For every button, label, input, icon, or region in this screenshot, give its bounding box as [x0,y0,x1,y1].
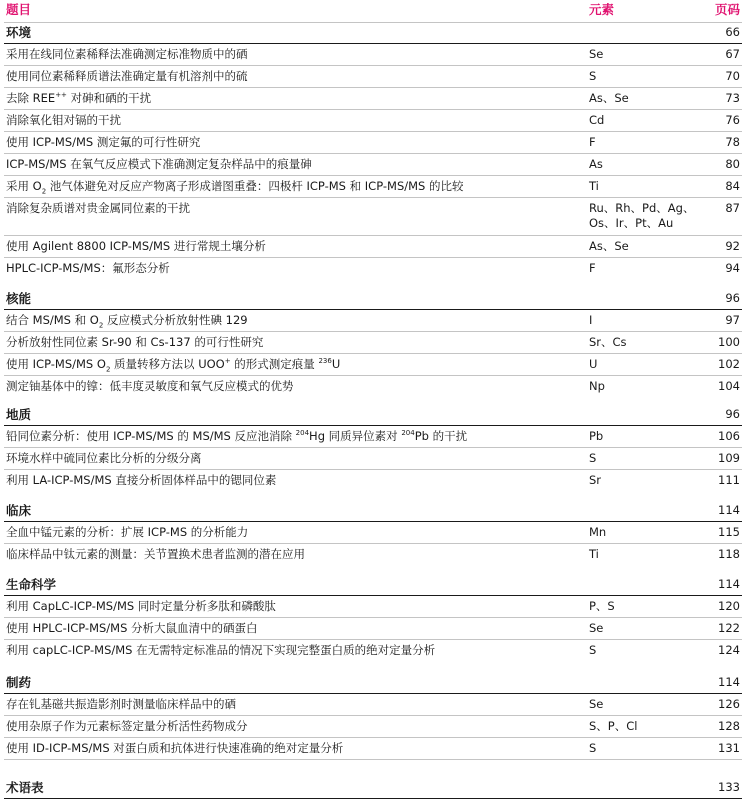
entry-element: F [589,135,596,149]
section-environment[interactable] [4,21,742,44]
section-life-science[interactable] [4,573,742,596]
entry-element: As [589,157,603,171]
title-subscript: 2 [98,321,104,330]
entry-element: I [589,313,593,327]
toc-entry[interactable] [4,43,742,66]
entry-element: S [589,741,597,755]
section-geology[interactable] [4,403,742,426]
entry-element: Sr、Cs [589,335,627,349]
entry-page: 126 [718,697,740,711]
title-subscript: 2 [41,187,47,196]
entry-element: S、P、Cl [589,719,638,733]
title-part: U [331,357,341,371]
entry-title: 测定铀基体中的镎：低丰度灵敏度和氧气反应模式的优势 [6,379,294,393]
entry-title: 利用 capLC-ICP-MS/MS 在无需特定标准品的情况下实现完整蛋白质的绝对定量分析 [6,643,436,657]
entry-page: 100 [718,335,740,349]
entry-element-line2: Os、Ir、Pt、Au [589,216,674,230]
entry-element: U [589,357,598,371]
entry-element: Se [589,697,604,711]
entry-page: 87 [725,201,740,215]
entry-element: Se [589,47,604,61]
entry-element: S [589,451,597,465]
section-page: 96 [725,291,740,305]
title-superscript: + [224,357,231,366]
entry-title: 使用 Agilent 8800 ICP-MS/MS 进行常规土壤分析 [6,239,266,253]
section-title: 生命科学 [6,577,57,592]
entry-element: Sr [589,473,602,487]
entry-page: 76 [725,113,740,127]
entry-title: 使用同位素稀释质谱法准确定量有机溶剂中的硫 [6,69,248,83]
toc-entry[interactable] [4,617,742,640]
title-superscript: 204 [295,429,310,438]
title-part: 对砷和硒的干扰 [66,91,152,105]
entry-title: 采用在线同位素稀释法准确测定标准物质中的硒 [6,47,248,61]
entry-element-line1: Ru、Rh、Pd、Ag、 [589,201,695,215]
entry-title: 使用 ID-ICP-MS/MS 对蛋白质和抗体进行快速准确的绝对定量分析 [6,741,344,755]
section-glossary[interactable] [4,776,742,799]
entry-page: 124 [718,643,740,657]
entry-element: Mn [589,525,607,539]
section-page: 133 [718,780,740,794]
entry-page: 80 [725,157,740,171]
entry-title: 分析放射性同位素 Sr-90 和 Cs-137 的可行性研究 [6,335,264,349]
toc-entry[interactable] [4,425,742,448]
entry-element: S [589,643,597,657]
section-pharma[interactable] [4,671,742,694]
toc-entry[interactable] [4,693,742,716]
entry-title [6,179,464,194]
entry-title: 使用 ICP-MS/MS 测定氟的可行性研究 [6,135,201,149]
section-title: 环境 [6,25,32,40]
entry-element: As、Se [589,239,629,253]
entry-page: 118 [718,547,740,561]
toc-entry[interactable] [4,257,742,279]
section-title: 术语表 [6,780,44,795]
entry-element: P、S [589,599,615,613]
entry-page: 115 [718,525,740,539]
entry-element: Ti [589,547,599,561]
entry-title: 利用 CapLC-ICP-MS/MS 同时定量分析多肽和磷酸肽 [6,599,276,613]
toc-entry[interactable] [4,331,742,354]
section-title: 制药 [6,675,32,690]
toc-entry[interactable] [4,175,742,198]
entry-title: HPLC-ICP-MS/MS：氟形态分析 [6,261,170,275]
entry-element: As、Se [589,91,629,105]
toc-entry[interactable] [4,521,742,544]
entry-title [6,91,151,106]
entry-title: 使用 HPLC-ICP-MS/MS 分析大鼠血清中的硒蛋白 [6,621,258,635]
title-superscript: ++ [55,91,67,100]
toc-entry[interactable] [4,197,742,236]
entry-page: 120 [718,599,740,613]
header-page: 页码 [714,2,740,17]
entry-page: 109 [718,451,740,465]
title-subscript: 2 [105,365,111,374]
entry-title [6,357,340,372]
toc-entry[interactable] [4,595,742,618]
section-title: 核能 [6,291,32,306]
section-page: 114 [718,577,740,591]
section-page: 114 [718,675,740,689]
entry-title: 利用 LA-ICP-MS/MS 直接分析固体样品中的锶同位素 [6,473,277,487]
entry-title: 临床样品中钛元素的测量：关节置换术患者监测的潜在应用 [6,547,305,561]
entry-page: 92 [725,239,740,253]
toc-entry[interactable] [4,65,742,88]
title-part: 去除 REE [6,91,56,105]
toc-entry[interactable] [4,469,742,491]
entry-element: Pb [589,429,604,443]
entry-page: 73 [725,91,740,105]
entry-element: Np [589,379,605,393]
entry-element: Ti [589,179,599,193]
toc-entry[interactable] [4,375,742,397]
entry-title: 环境水样中硫同位素比分析的分级分离 [6,451,202,465]
entry-page: 97 [725,313,740,327]
entry-title [6,429,467,444]
section-nuclear[interactable] [4,287,742,310]
entry-page: 94 [725,261,740,275]
title-part: 结合 MS/MS 和 O [6,313,99,327]
header-element: 元素 [589,2,615,17]
section-clinical[interactable] [4,499,742,522]
entry-page: 104 [718,379,740,393]
section-page: 96 [725,407,740,421]
entry-page: 131 [718,741,740,755]
entry-page: 128 [718,719,740,733]
entry-page: 67 [725,47,740,61]
entry-page: 106 [718,429,740,443]
toc-entry[interactable] [4,639,742,661]
entry-page: 70 [725,69,740,83]
toc-entry[interactable] [4,309,742,332]
toc-entry[interactable] [4,131,742,154]
toc-entry[interactable] [4,109,742,132]
entry-element: F [589,261,596,275]
toc-entry[interactable] [4,153,742,176]
entry-title: ICP-MS/MS 在氧气反应模式下准确测定复杂样品中的痕量砷 [6,157,312,171]
toc-entry[interactable] [4,447,742,470]
title-part: 池气体避免对反应产物离子形成谱图重叠：四极杆 ICP-MS 和 ICP-MS/MS 的比较 [46,179,464,193]
entry-title [6,313,248,328]
title-part: 的形式测定痕量 [230,357,319,371]
toc-entry[interactable] [4,235,742,258]
entry-page: 84 [725,179,740,193]
title-superscript: 236 [318,357,332,366]
entry-element: Se [589,621,604,635]
entry-element: S [589,69,597,83]
column-header [4,0,742,23]
title-part: 铅同位素分析：使用 ICP-MS/MS 的 MS/MS 反应池消除 [6,429,296,443]
entry-title: 消除氧化钼对镉的干扰 [6,113,121,127]
entry-page: 111 [718,473,740,487]
entry-title: 全血中锰元素的分析：扩展 ICP-MS 的分析能力 [6,525,249,539]
toc-entry[interactable] [4,353,742,376]
title-part: 采用 O [6,179,42,193]
entry-page: 122 [718,621,740,635]
header-title: 题目 [6,2,32,17]
title-part: Hg 同质异位素对 [309,429,402,443]
section-title: 临床 [6,503,32,518]
title-part: 质量转移方法以 UOO [110,357,225,371]
title-part: Pb 的干扰 [414,429,468,443]
toc-entry[interactable] [4,715,742,738]
toc-entry[interactable] [4,87,742,110]
entry-title: 使用杂原子作为元素标签定量分析活性药物成分 [6,719,248,733]
entry-title: 消除复杂质谱对贵金属同位素的干扰 [6,201,190,215]
title-part: 使用 ICP-MS/MS O [6,357,106,371]
entry-element: Cd [589,113,605,127]
section-title: 地质 [6,407,32,422]
title-superscript: 204 [401,429,415,438]
title-part: 反应模式分析放射性碘 129 [103,313,248,327]
toc-entry[interactable] [4,543,742,565]
toc-entry[interactable] [4,737,742,760]
entry-page: 78 [725,135,740,149]
entry-page: 102 [718,357,740,371]
section-page: 66 [725,25,740,39]
entry-title: 存在钆基磁共振造影剂时测量临床样品中的硒 [6,697,236,711]
section-page: 114 [718,503,740,517]
